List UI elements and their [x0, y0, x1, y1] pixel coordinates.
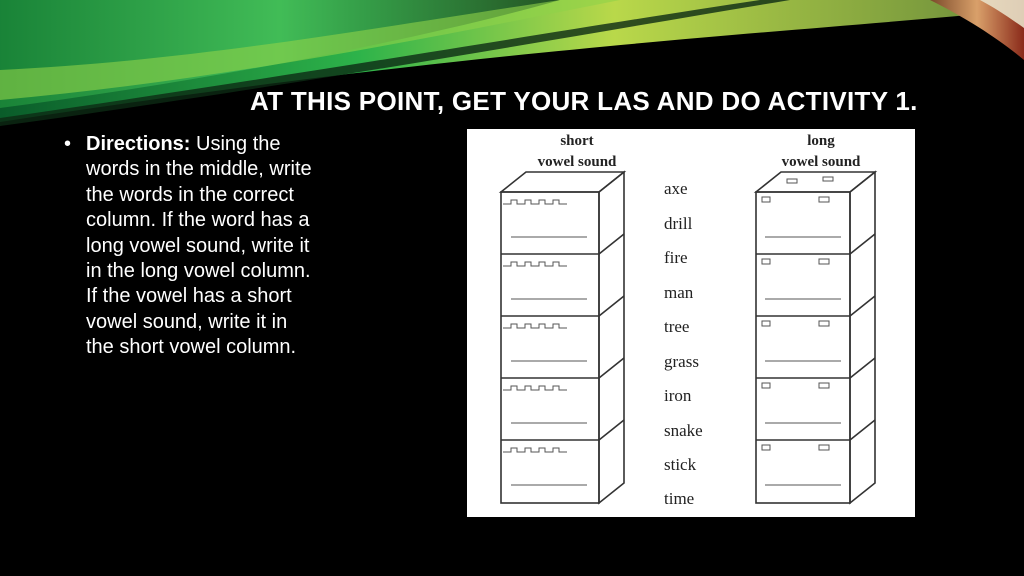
short-header-line1: short: [560, 133, 594, 149]
short-vowel-header: [507, 131, 647, 173]
directions-text: Using the words in the middle, write the words in the correct column. If the word has a long vowel sound, write it in the long vowel column. If the vowel has a short vowel sound, write it in the short vowel column.: [86, 133, 312, 359]
short-header-line2: vowel sound: [537, 154, 617, 170]
directions-bullet: [64, 132, 314, 361]
long-vowel-header: [751, 131, 891, 173]
word-snake: snake: [664, 421, 703, 440]
word-iron: iron: [664, 386, 692, 405]
directions-text-block: [86, 132, 314, 361]
slide-title: AT THIS POINT, GET YOUR LAS AND DO ACTIVITY 1.: [250, 86, 918, 116]
bullet-dot: •: [64, 133, 72, 155]
word-drill: drill: [664, 214, 693, 233]
word-fire: fire: [664, 248, 688, 267]
word-time: time: [664, 489, 695, 508]
word-stick: stick: [664, 455, 697, 474]
word-tree: tree: [664, 317, 690, 336]
word-man: man: [664, 283, 694, 302]
long-header-line1: long: [807, 133, 835, 149]
directions-label: Directions:: [86, 133, 191, 155]
word-axe: axe: [664, 179, 688, 198]
long-header-line2: vowel sound: [781, 154, 861, 170]
worksheet-image: [467, 129, 915, 517]
word-grass: grass: [664, 352, 699, 371]
